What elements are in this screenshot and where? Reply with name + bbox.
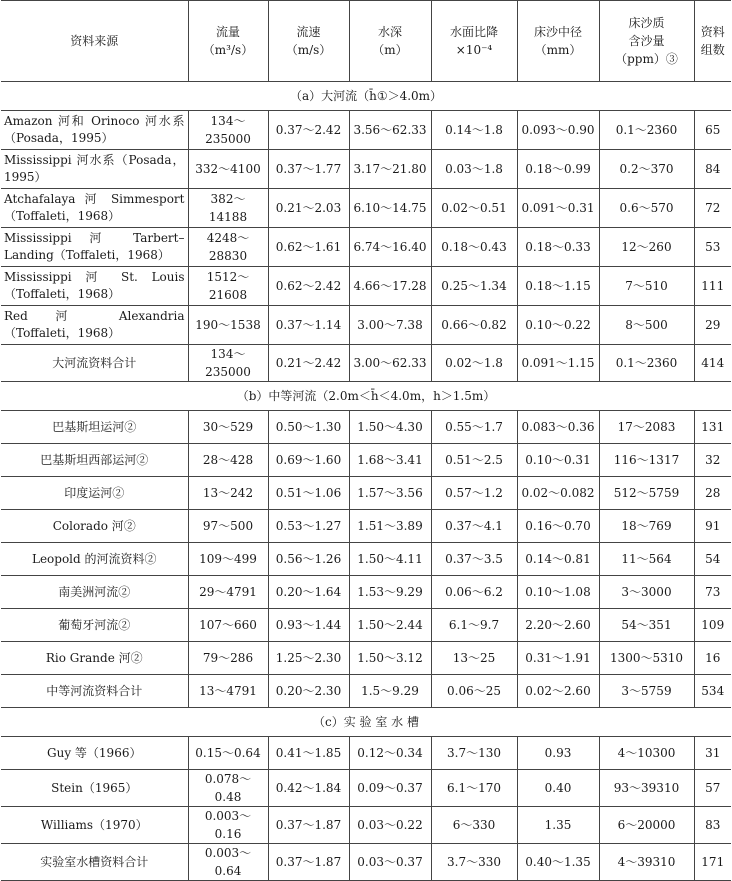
cell-conc: 0.2～370 <box>599 150 694 189</box>
table-row <box>1 675 731 708</box>
cell-d50: 0.40 <box>517 770 599 807</box>
cell-conc: 1300～5310 <box>599 642 694 675</box>
cell-velocity: 0.20～2.30 <box>268 675 349 708</box>
table-row <box>1 150 731 189</box>
table-row <box>1 267 731 306</box>
cell-count: 131 <box>694 411 731 444</box>
table-row <box>1 411 731 444</box>
table-row <box>1 770 731 807</box>
table-row <box>1 510 731 543</box>
sediment-data-table <box>1 0 731 881</box>
table-row <box>1 111 731 150</box>
cell-depth: 1.50～2.44 <box>349 609 431 642</box>
cell-discharge: 79～286 <box>188 642 268 675</box>
cell-conc: 12～260 <box>599 228 694 267</box>
cell-count: 109 <box>694 609 731 642</box>
table-row <box>1 306 731 345</box>
table-row <box>1 844 731 881</box>
cell-d50: 0.16～0.70 <box>517 510 599 543</box>
table-row <box>1 444 731 477</box>
cell-source: 印度运河② <box>1 477 188 510</box>
header-concentration: 床沙质 含沙量 （ppm）③ <box>599 1 694 82</box>
cell-count: 171 <box>694 844 731 881</box>
cell-slope: 0.03～1.8 <box>431 150 517 189</box>
cell-depth: 3.00～62.33 <box>349 345 431 382</box>
cell-count: 72 <box>694 189 731 228</box>
cell-conc: 6～20000 <box>599 807 694 844</box>
table-row <box>1 228 731 267</box>
cell-discharge: 0.15～0.64 <box>188 737 268 770</box>
cell-d50: 0.40～1.35 <box>517 844 599 881</box>
table-row <box>1 477 731 510</box>
cell-depth: 0.09～0.37 <box>349 770 431 807</box>
cell-discharge: 1512～21608 <box>188 267 268 306</box>
cell-velocity: 0.62～2.42 <box>268 267 349 306</box>
cell-depth: 1.51～3.89 <box>349 510 431 543</box>
cell-discharge: 109～499 <box>188 543 268 576</box>
cell-d50: 0.14～0.81 <box>517 543 599 576</box>
cell-count: 31 <box>694 737 731 770</box>
cell-depth: 1.57～3.56 <box>349 477 431 510</box>
cell-source: Williams（1970） <box>1 807 188 844</box>
cell-conc: 0.6～570 <box>599 189 694 228</box>
table-row <box>1 189 731 228</box>
cell-conc: 7～510 <box>599 267 694 306</box>
cell-discharge: 0.003～0.64 <box>188 844 268 881</box>
cell-discharge: 30～529 <box>188 411 268 444</box>
cell-count: 65 <box>694 111 731 150</box>
cell-count: 111 <box>694 267 731 306</box>
cell-conc: 54～351 <box>599 609 694 642</box>
cell-depth: 0.03～0.22 <box>349 807 431 844</box>
header-count: 资料 组数 <box>694 1 731 82</box>
cell-discharge: 190～1538 <box>188 306 268 345</box>
cell-slope: 0.51～2.5 <box>431 444 517 477</box>
cell-count: 91 <box>694 510 731 543</box>
cell-velocity: 0.37～1.87 <box>268 844 349 881</box>
cell-depth: 1.53～9.29 <box>349 576 431 609</box>
table-row <box>1 543 731 576</box>
cell-conc: 4～39310 <box>599 844 694 881</box>
cell-depth: 4.66～17.28 <box>349 267 431 306</box>
cell-count: 32 <box>694 444 731 477</box>
cell-discharge: 134～235000 <box>188 111 268 150</box>
table-row <box>1 807 731 844</box>
cell-d50: 0.31～1.91 <box>517 642 599 675</box>
cell-slope: 0.37～4.1 <box>431 510 517 543</box>
cell-discharge: 0.003～0.16 <box>188 807 268 844</box>
cell-slope: 0.06～6.2 <box>431 576 517 609</box>
cell-source: Rio Grande 河② <box>1 642 188 675</box>
cell-depth: 6.10～14.75 <box>349 189 431 228</box>
cell-d50: 0.10～1.08 <box>517 576 599 609</box>
header-row <box>1 1 731 82</box>
cell-depth: 0.03～0.37 <box>349 844 431 881</box>
cell-discharge: 97～500 <box>188 510 268 543</box>
cell-count: 28 <box>694 477 731 510</box>
cell-d50: 0.02～0.082 <box>517 477 599 510</box>
cell-conc: 4～10300 <box>599 737 694 770</box>
cell-conc: 11～564 <box>599 543 694 576</box>
cell-depth: 3.00～7.38 <box>349 306 431 345</box>
cell-velocity: 0.37～1.77 <box>268 150 349 189</box>
cell-d50: 0.02～2.60 <box>517 675 599 708</box>
header-discharge: 流量 （m³/s） <box>188 1 268 82</box>
cell-slope: 0.37～3.5 <box>431 543 517 576</box>
cell-slope: 0.14～1.8 <box>431 111 517 150</box>
cell-conc: 3～3000 <box>599 576 694 609</box>
cell-slope: 3.7～330 <box>431 844 517 881</box>
table-row <box>1 609 731 642</box>
cell-slope: 0.55～1.7 <box>431 411 517 444</box>
cell-source: Guy 等（1966） <box>1 737 188 770</box>
cell-velocity: 0.50～1.30 <box>268 411 349 444</box>
cell-d50: 2.20～2.60 <box>517 609 599 642</box>
cell-source: 巴基斯坦运河② <box>1 411 188 444</box>
cell-slope: 3.7～130 <box>431 737 517 770</box>
cell-source: 实验室水槽资料合计 <box>1 844 188 881</box>
cell-d50: 0.091～0.31 <box>517 189 599 228</box>
cell-velocity: 0.53～1.27 <box>268 510 349 543</box>
cell-count: 414 <box>694 345 731 382</box>
cell-discharge: 0.078～0.48 <box>188 770 268 807</box>
cell-velocity: 0.93～1.44 <box>268 609 349 642</box>
cell-depth: 0.12～0.34 <box>349 737 431 770</box>
section-title: （c）实 验 室 水 槽 <box>1 708 731 737</box>
cell-velocity: 0.56～1.26 <box>268 543 349 576</box>
table-row <box>1 345 731 382</box>
cell-source: 葡萄牙河流② <box>1 609 188 642</box>
cell-depth: 6.74～16.40 <box>349 228 431 267</box>
cell-count: 53 <box>694 228 731 267</box>
cell-conc: 0.1～2360 <box>599 345 694 382</box>
cell-velocity: 0.69～1.60 <box>268 444 349 477</box>
table-row <box>1 642 731 675</box>
section-title: （b）中等河流（2.0m＜h̄＜4.0m，h＞1.5m） <box>1 382 731 411</box>
cell-slope: 0.25～1.34 <box>431 267 517 306</box>
cell-discharge: 134～235000 <box>188 345 268 382</box>
cell-conc: 93～39310 <box>599 770 694 807</box>
cell-source: 南美洲河流② <box>1 576 188 609</box>
cell-slope: 0.02～0.51 <box>431 189 517 228</box>
cell-d50: 1.35 <box>517 807 599 844</box>
cell-discharge: 332～4100 <box>188 150 268 189</box>
cell-source: Mississippi 河 St. Louis（Toffaleti，1968） <box>1 267 188 306</box>
cell-discharge: 382～14188 <box>188 189 268 228</box>
cell-slope: 0.06～25 <box>431 675 517 708</box>
cell-count: 534 <box>694 675 731 708</box>
section-header-row <box>1 82 731 111</box>
cell-slope: 0.18～0.43 <box>431 228 517 267</box>
cell-source: Mississippi 河水系（Posada，1995） <box>1 150 188 189</box>
cell-d50: 0.18～1.15 <box>517 267 599 306</box>
cell-velocity: 1.25～2.30 <box>268 642 349 675</box>
cell-velocity: 0.37～1.87 <box>268 807 349 844</box>
cell-slope: 6.1～170 <box>431 770 517 807</box>
cell-source: Atchafalaya 河 Simmesport（Toffaleti，1968） <box>1 189 188 228</box>
cell-velocity: 0.37～2.42 <box>268 111 349 150</box>
cell-conc: 17～2083 <box>599 411 694 444</box>
cell-d50: 0.18～0.99 <box>517 150 599 189</box>
cell-d50: 0.10～0.31 <box>517 444 599 477</box>
cell-discharge: 13～242 <box>188 477 268 510</box>
cell-count: 83 <box>694 807 731 844</box>
header-source: 资料来源 <box>1 1 188 82</box>
cell-source: Mississippi 河 Tarbert–Landing（Toffaleti，1968） <box>1 228 188 267</box>
cell-discharge: 4248～28830 <box>188 228 268 267</box>
cell-discharge: 13～4791 <box>188 675 268 708</box>
cell-discharge: 29～4791 <box>188 576 268 609</box>
cell-depth: 1.68～3.41 <box>349 444 431 477</box>
cell-slope: 6.1～9.7 <box>431 609 517 642</box>
header-slope: 水面比降 ×10⁻⁴ <box>431 1 517 82</box>
table-row <box>1 737 731 770</box>
cell-depth: 3.56～62.33 <box>349 111 431 150</box>
cell-d50: 0.083～0.36 <box>517 411 599 444</box>
cell-source: Colorado 河② <box>1 510 188 543</box>
cell-conc: 3～5759 <box>599 675 694 708</box>
cell-velocity: 0.62～1.61 <box>268 228 349 267</box>
cell-d50: 0.093～0.90 <box>517 111 599 150</box>
cell-d50: 0.091～1.15 <box>517 345 599 382</box>
cell-d50: 0.18～0.33 <box>517 228 599 267</box>
cell-depth: 3.17～21.80 <box>349 150 431 189</box>
cell-source: Stein（1965） <box>1 770 188 807</box>
cell-count: 54 <box>694 543 731 576</box>
cell-count: 16 <box>694 642 731 675</box>
cell-depth: 1.50～3.12 <box>349 642 431 675</box>
cell-conc: 116～1317 <box>599 444 694 477</box>
cell-conc: 8～500 <box>599 306 694 345</box>
cell-slope: 13～25 <box>431 642 517 675</box>
cell-d50: 0.10～0.22 <box>517 306 599 345</box>
table-body <box>1 82 731 881</box>
header-d50: 床沙中径 （mm） <box>517 1 599 82</box>
cell-discharge: 28～428 <box>188 444 268 477</box>
cell-velocity: 0.42～1.84 <box>268 770 349 807</box>
header-depth: 水深 （m） <box>349 1 431 82</box>
section-header-row <box>1 708 731 737</box>
cell-source: 巴基斯坦西部运河② <box>1 444 188 477</box>
cell-velocity: 0.21～2.42 <box>268 345 349 382</box>
cell-count: 73 <box>694 576 731 609</box>
cell-source: Amazon 河和 Orinoco 河水系（Posada，1995） <box>1 111 188 150</box>
cell-velocity: 0.37～1.14 <box>268 306 349 345</box>
cell-source: 大河流资料合计 <box>1 345 188 382</box>
cell-slope: 0.66～0.82 <box>431 306 517 345</box>
cell-conc: 18～769 <box>599 510 694 543</box>
cell-depth: 1.50～4.30 <box>349 411 431 444</box>
cell-slope: 0.02～1.8 <box>431 345 517 382</box>
section-title: （a）大河流（h̄①＞4.0m） <box>1 82 731 111</box>
cell-count: 84 <box>694 150 731 189</box>
cell-depth: 1.5～9.29 <box>349 675 431 708</box>
table-row <box>1 576 731 609</box>
cell-discharge: 107～660 <box>188 609 268 642</box>
cell-velocity: 0.51～1.06 <box>268 477 349 510</box>
cell-velocity: 0.21～2.03 <box>268 189 349 228</box>
section-header-row <box>1 382 731 411</box>
cell-source: Leopold 的河流资料② <box>1 543 188 576</box>
cell-slope: 6～330 <box>431 807 517 844</box>
cell-source: Red 河 Alexandria（Toffaleti，1968） <box>1 306 188 345</box>
cell-source: 中等河流资料合计 <box>1 675 188 708</box>
cell-velocity: 0.20～1.64 <box>268 576 349 609</box>
cell-slope: 0.57～1.2 <box>431 477 517 510</box>
cell-conc: 0.1～2360 <box>599 111 694 150</box>
cell-count: 29 <box>694 306 731 345</box>
header-velocity: 流速 （m/s） <box>268 1 349 82</box>
cell-velocity: 0.41～1.85 <box>268 737 349 770</box>
cell-conc: 512～5759 <box>599 477 694 510</box>
cell-d50: 0.93 <box>517 737 599 770</box>
cell-count: 57 <box>694 770 731 807</box>
cell-depth: 1.50～4.11 <box>349 543 431 576</box>
